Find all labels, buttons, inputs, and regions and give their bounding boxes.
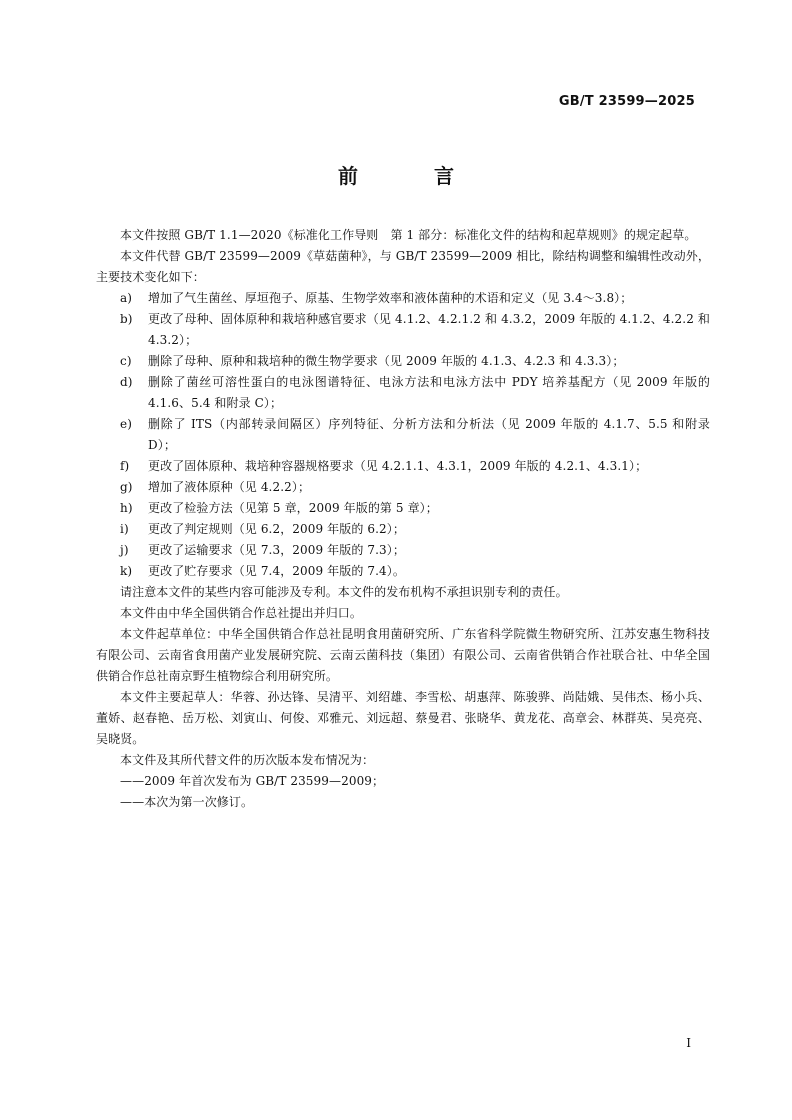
list-item [120,309,710,351]
list-item [120,456,710,477]
history-item: ——2009 年首次发布为 GB/T 23599—2009； [120,774,385,788]
patent-notice: 请注意本文件的某些内容可能涉及专利。本文件的发布机构不承担识别专利的责任。 [120,585,568,599]
list-item [120,288,710,309]
list-item [120,477,710,498]
list-marker: c) [120,354,132,368]
standard-code: GB/T 23599—2025 [558,94,695,109]
drafting-units-paragraph: 本文件起草单位：中华全国供销合作总社昆明食用菌研究所、广东省科学院微生物研究所、江苏安惠生物科技有限公司、云南省食用菌产业发展研究院、云南云菌科技（集团）有限公司、云南省供销合作社联合社、中华全国供销合作总社南京野生植物综合利用研究所。 [96,627,710,683]
list-text: 更改了固体原种、栽培种容器规格要求（见 4.2.1.1、4.3.1，2009 年版的 4.2.1、4.3.1）； [148,459,648,473]
history-item: ——本次为第一次修订。 [120,795,254,809]
list-marker: k) [120,564,133,578]
page-number: I [686,1036,691,1050]
list-marker: g) [120,480,133,494]
list-text: 更改了母种、固体原种和栽培种感官要求（见 4.1.2、4.2.1.2 和 4.3.2，2009 年版的 4.1.2、4.2.2 和 4.3.2）； [148,312,710,347]
list-item [120,372,710,414]
list-item [120,351,710,372]
list-item [120,519,710,540]
list-item [120,414,710,456]
list-text: 更改了检验方法（见第 5 章，2009 年版的第 5 章）； [148,501,438,515]
list-item [120,498,710,519]
list-text: 更改了贮存要求（见 7.4，2009 年版的 7.4）。 [148,564,405,578]
list-text: 增加了液体原种（见 4.2.2）； [148,480,311,494]
list-marker: f) [120,459,130,473]
list-text: 更改了运输要求（见 7.3，2009 年版的 7.3）； [148,543,405,557]
list-marker: i) [120,522,129,536]
list-marker: j) [120,543,129,557]
proposer-paragraph: 本文件由中华全国供销合作总社提出并归口。 [120,606,363,620]
list-marker: e) [120,417,132,431]
paragraph: 本文件代替 GB/T 23599—2009《草菇菌种》，与 GB/T 23599—2009 相比，除结构调整和编辑性改动外，主要技术变化如下： [96,249,710,284]
list-marker: a) [120,291,133,305]
history-intro: 本文件及其所代替文件的历次版本发布情况为： [120,753,375,767]
list-item [120,561,710,582]
list-item [120,540,710,561]
drafters-paragraph: 本文件主要起草人：华蓉、孙达锋、吴清平、刘绍雄、李雪松、胡惠萍、陈骏骅、尚陆娥、吴伟杰、杨小兵、董娇、赵春艳、岳万松、刘寅山、何俊、邓雅元、刘远超、蔡曼君、张晓华、黄龙花、高章会、林群英、吴亮亮、吴晓贤。 [96,690,710,746]
list-marker: d) [120,375,133,389]
list-text: 删除了 ITS（内部转录间隔区）序列特征、分析方法和分析法（见 2009 年版的 4.1.7、5.5 和附录 D）； [148,417,710,452]
list-text: 更改了判定规则（见 6.2，2009 年版的 6.2）； [148,522,405,536]
paragraph: 本文件按照 GB/T 1.1—2020《标准化工作导则 第 1 部分：标准化文件的结构和起草规则》的规定起草。 [120,228,697,242]
change-list [96,288,710,582]
list-marker: b) [120,312,133,326]
list-text: 删除了菌丝可溶性蛋白的电泳图谱特征、电泳方法和电泳方法中 PDY 培养基配方（见 2009 年版的 4.1.6、5.4 和附录 C）； [148,375,710,410]
list-text: 增加了气生菌丝、厚垣孢子、原基、生物学效率和液体菌种的术语和定义（见 3.4～3.8）； [148,291,633,305]
document-body [96,225,710,813]
list-text: 删除了母种、原种和栽培种的微生物学要求（见 2009 年版的 4.1.3、4.2.3 和 4.3.3）； [148,354,625,368]
list-marker: h) [120,501,133,515]
page-title: 前 言 [338,164,482,188]
